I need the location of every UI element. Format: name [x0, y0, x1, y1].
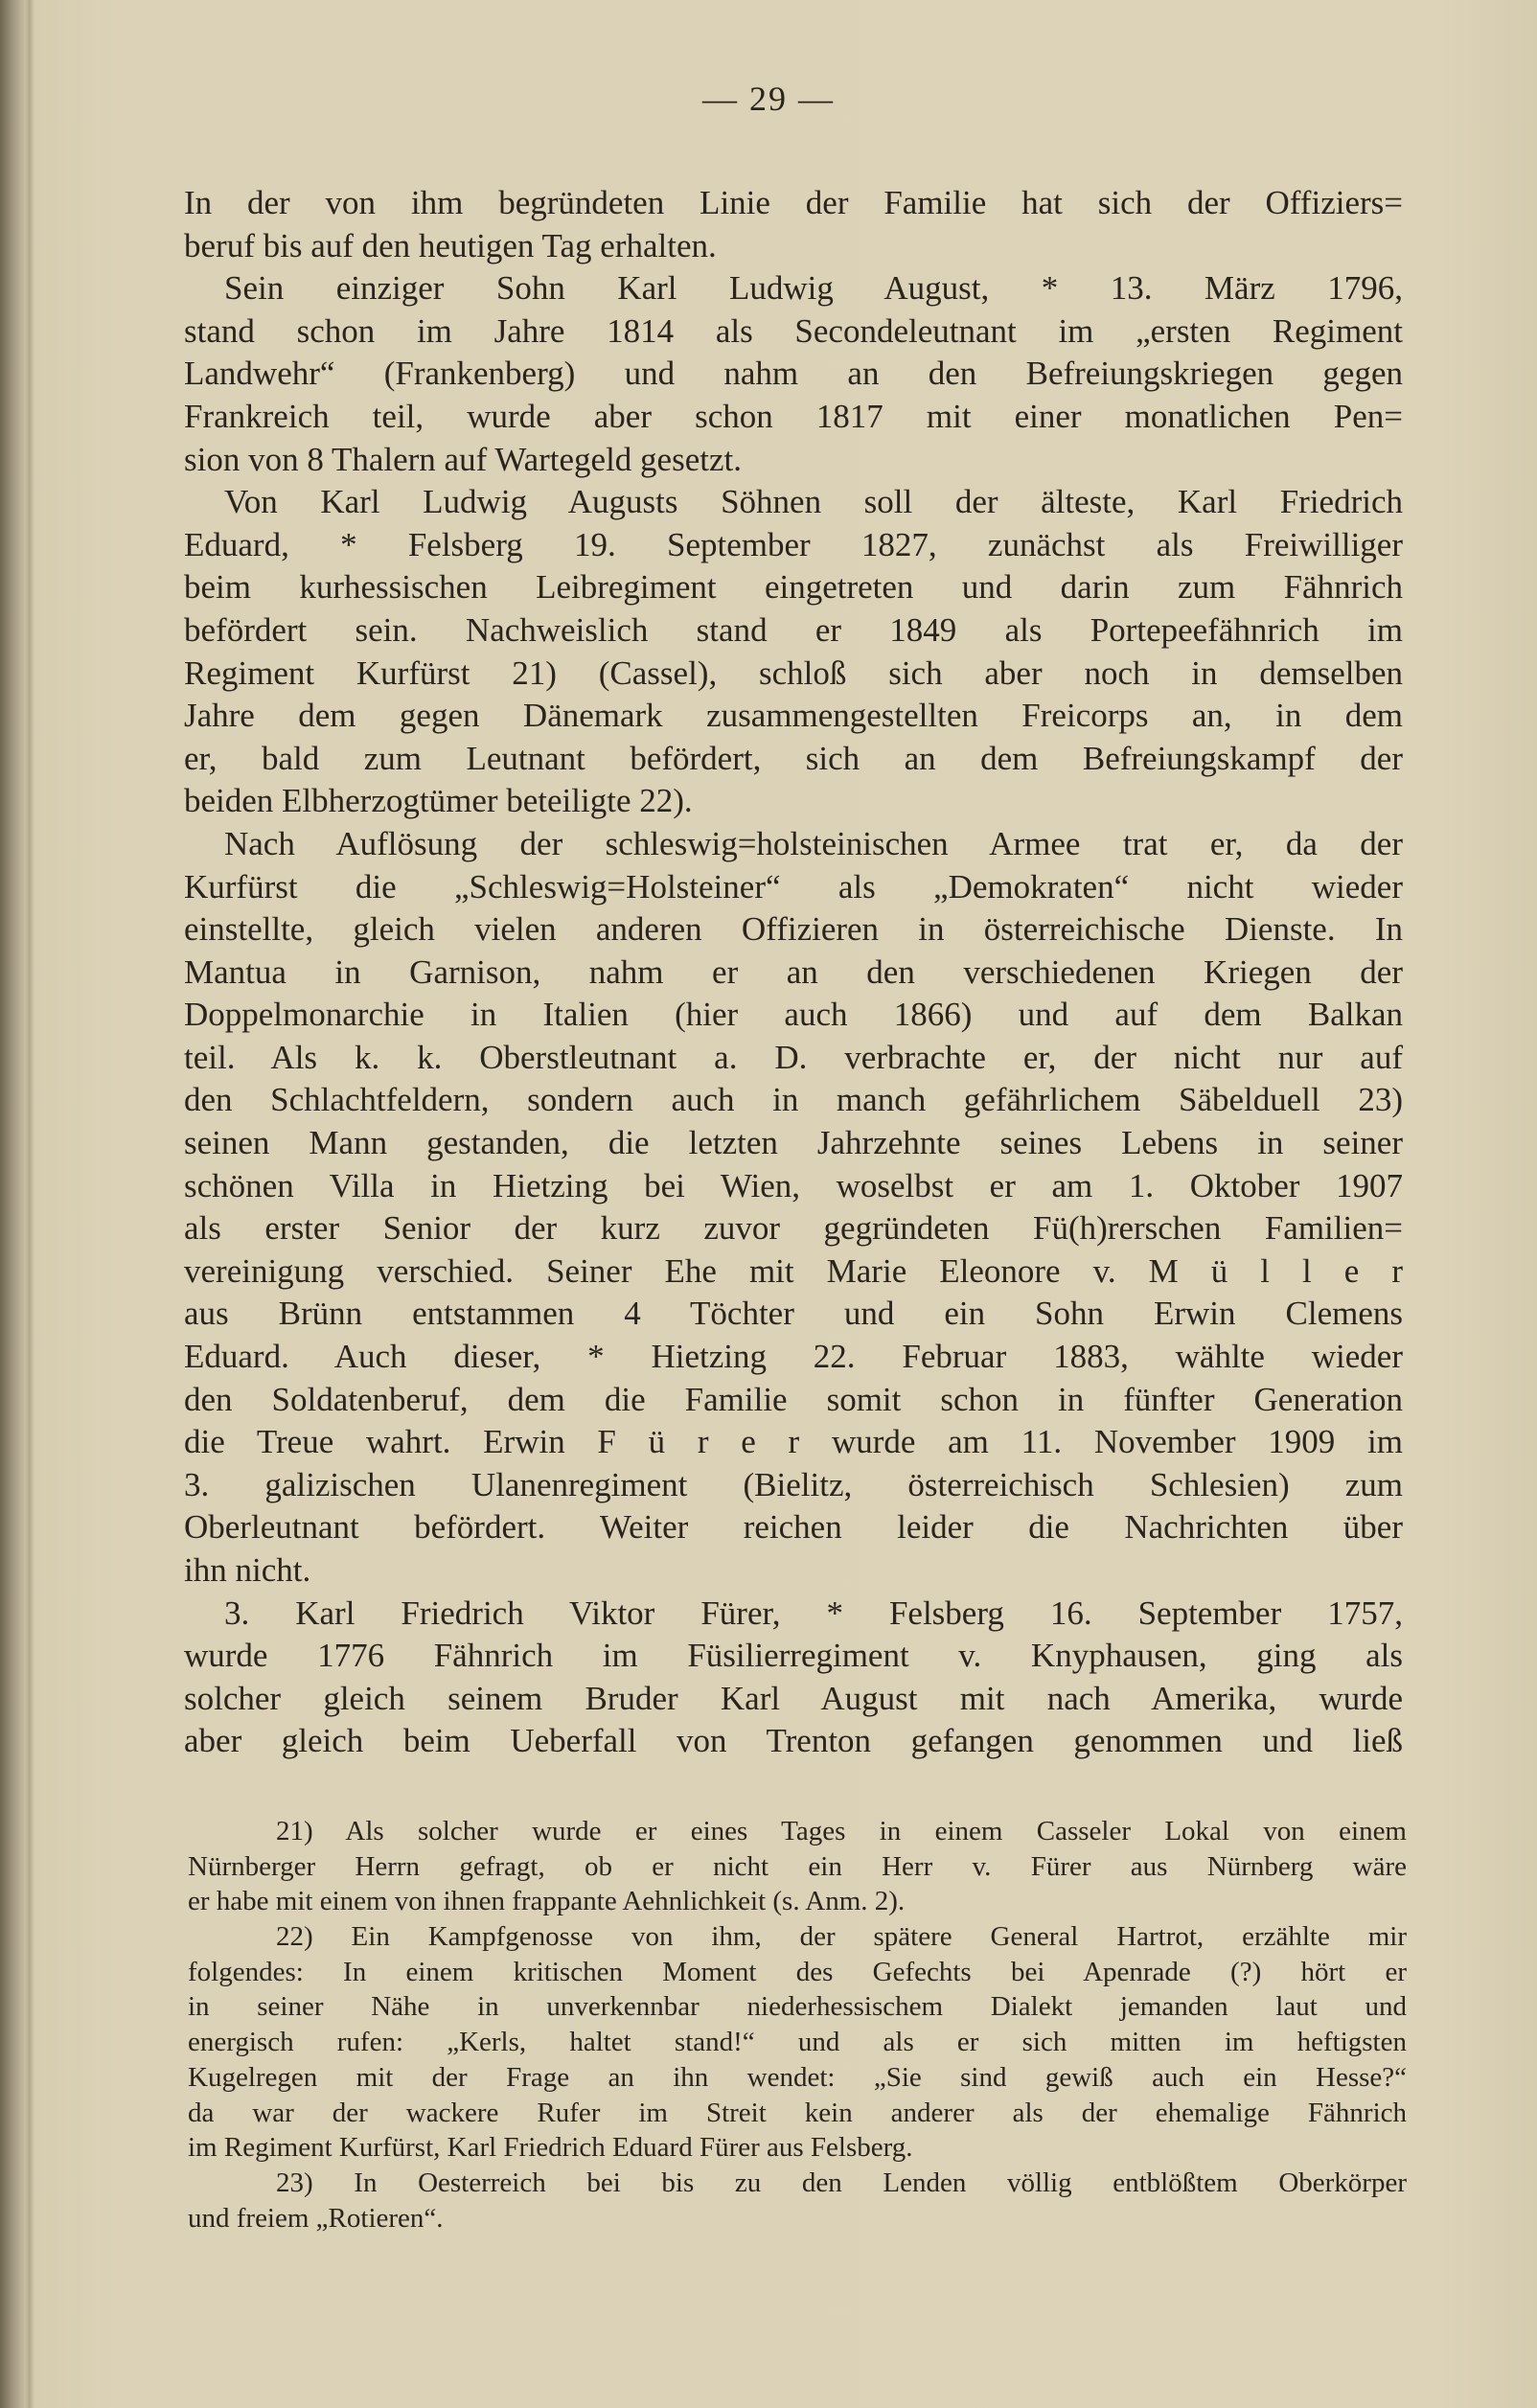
footnote-line: 21) Als solcher wurde er eines Tages in einem Casseler Lokal von einem [276, 1816, 1407, 1846]
body-line: Sein einziger Sohn Karl Ludwig August, * 13. März 1796, [224, 269, 1403, 308]
footnote-line: im Regiment Kurfürst, Karl Friedrich Eduard Fürer aus Felsberg. [188, 2132, 913, 2164]
body-line: Oberleutnant befördert. Weiter reichen leider die Nachrichten über [184, 1508, 1403, 1547]
body-line: Jahre dem gegen Dänemark zusammengestellten Freicorps an, in dem [184, 697, 1403, 735]
body-line: Landwehr“ (Frankenberg) und nahm an den Befreiungskriegen gegen [184, 355, 1403, 393]
footnote-line: er habe mit einem von ihnen frappante Aehnlichkeit (s. Anm. 2). [188, 1886, 906, 1917]
footnote-line: energisch rufen: „Kerls, haltet stand!“ und als er sich mitten im heftigsten [188, 2027, 1407, 2058]
body-line: Eduard, * Felsberg 19. September 1827, zunächst als Freiwilliger [184, 525, 1403, 563]
body-line: Regiment Kurfürst 21) (Cassel), schloß sich aber noch in demselben [184, 654, 1403, 692]
body-line: Kurfürst die „Schleswig=Holsteiner“ als „Demokraten“ nicht wieder [184, 867, 1403, 906]
body-line: seinen Mann gestanden, die letzten Jahrzehnte seines Lebens in seiner [184, 1124, 1403, 1162]
body-line: beiden Elbherzogtümer beteiligte 22). [184, 782, 693, 820]
body-line: 3. galizischen Ulanenregiment (Bielitz, österreichisch Schlesien) zum [184, 1465, 1403, 1503]
body-line: Mantua in Garnison, nahm er an den verschiedenen Kriegen der [184, 952, 1403, 991]
body-line: In der von ihm begründeten Linie der Familie hat sich der Offiziers= [184, 184, 1403, 221]
body-line: wurde 1776 Fähnrich im Füsilierregiment v. Knyphausen, ging als [184, 1637, 1403, 1675]
body-line: solcher gleich seinem Bruder Karl August mit nach Amerika, wurde [184, 1679, 1403, 1717]
body-line: Frankreich teil, wurde aber schon 1817 mit einer monatlichen Pen= [184, 397, 1403, 435]
body-text [184, 182, 1403, 1763]
body-line: den Schlachtfeldern, sondern auch in manch gefährlichem Säbelduell 23) [184, 1081, 1403, 1119]
body-line: teil. Als k. k. Oberstleutnant a. D. verbrachte er, der nicht nur auf [184, 1038, 1403, 1076]
body-line: Von Karl Ludwig Augusts Söhnen soll der älteste, Karl Friedrich [224, 483, 1403, 521]
body-line: beim kurhessischen Leibregiment eingetreten und darin zum Fähnrich [184, 568, 1403, 607]
body-line: als erster Senior der kurz zuvor gegründeten Fü(h)rerschen Familien= [184, 1209, 1403, 1248]
body-line: ihn nicht. [184, 1551, 311, 1589]
footnote-line: Kugelregen mit der Frage an ihn wendet: „Sie sind gewiß auch ein Hesse?“ [188, 2061, 1407, 2093]
body-line: 3. Karl Friedrich Viktor Fürer, * Felsberg 16. September 1757, [224, 1594, 1403, 1632]
body-line: er, bald zum Leutnant befördert, sich an dem Befreiungskampf der [184, 739, 1403, 777]
footnote-line: 22) Ein Kampfgenosse von ihm, der spätere General Hartrot, erzählte mir [276, 1921, 1407, 1953]
body-line: Doppelmonarchie in Italien (hier auch 1866) und auf dem Balkan [184, 996, 1403, 1034]
footnote-line: 23) In Oesterreich bei bis zu den Lenden völlig entblößtem Oberkörper [276, 2167, 1407, 2198]
body-line: Eduard. Auch dieser, * Hietzing 22. Februar 1883, wählte wieder [184, 1338, 1403, 1376]
body-line: vereinigung verschied. Seiner Ehe mit Marie Eleonore v. M ü l l e r [184, 1251, 1403, 1290]
body-line: beruf bis auf den heutigen Tag erhalten. [184, 226, 717, 264]
body-line: den Soldatenberuf, dem die Familie somit schon in fünfter Generation [184, 1380, 1403, 1418]
body-line: sion von 8 Thalern auf Wartegeld gesetzt. [184, 440, 742, 478]
body-line: schönen Villa in Hietzing bei Wien, woselbst er am 1. Oktober 1907 [184, 1166, 1403, 1204]
footnote-line: folgendes: In einem kritischen Moment des Gefechts bei Apenrade (?) hört er [188, 1956, 1407, 1987]
body-line: befördert sein. Nachweislich stand er 1849 als Portepeefähnrich im [184, 610, 1403, 649]
footnote-line: Nürnberger Herrn gefragt, ob er nicht ein Herr v. Fürer aus Nürnberg wäre [188, 1850, 1407, 1882]
body-line: aber gleich beim Ueberfall von Trenton gefangen genommen und ließ [184, 1722, 1403, 1760]
footnote-line: da war der wackere Rufer im Streit kein anderer als der ehemalige Fähnrich [188, 2097, 1407, 2128]
body-line: stand schon im Jahre 1814 als Secondeleutnant im „ersten Regiment [184, 311, 1403, 350]
footnotes [188, 1814, 1407, 2236]
body-line: Nach Auflösung der schleswig=holsteinischen Armee trat er, da der [224, 824, 1403, 862]
page-number: — 29 — [702, 80, 835, 118]
footnote-line: in seiner Nähe in unverkennbar niederhessischem Dialekt jemanden laut und [188, 1991, 1407, 2023]
body-line: einstellte, gleich vielen anderen Offizieren in österreichische Dienste. In [184, 910, 1403, 949]
body-line: die Treue wahrt. Erwin F ü r e r wurde am 11. November 1909 im [184, 1423, 1403, 1461]
footnote-line: und freiem „Rotieren“. [188, 2202, 444, 2234]
body-line: aus Brünn entstammen 4 Töchter und ein Sohn Erwin Clemens [184, 1295, 1403, 1333]
